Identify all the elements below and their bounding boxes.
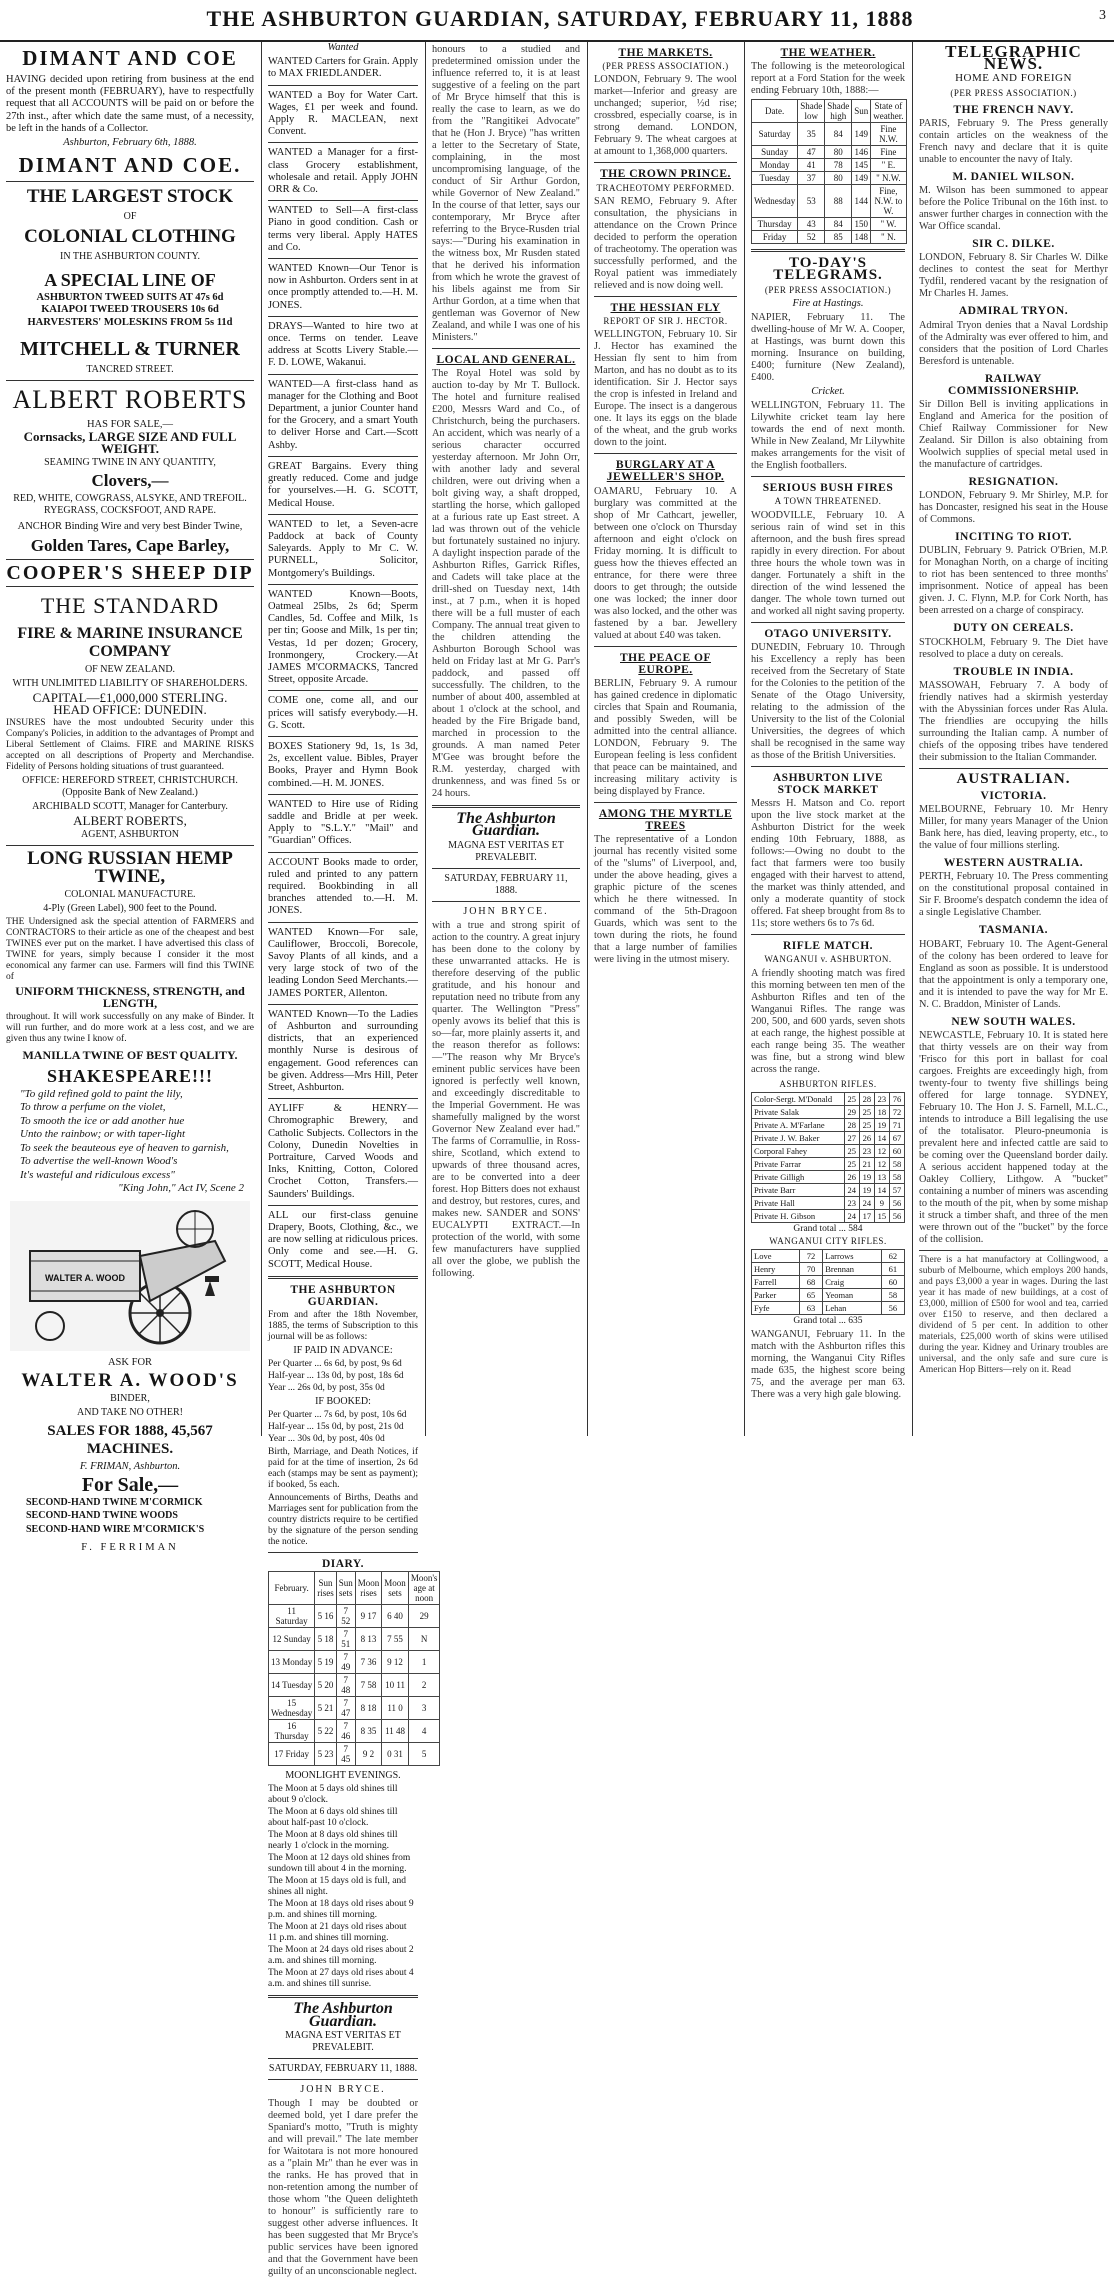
classified-ad: WANTED to Hire use of Riding saddle and Bridle at per week. Apply to "S.L.Y." "Mail" and "Guardian" Offices.: [268, 798, 418, 847]
county-label: IN THE ASHBURTON COUNTY.: [60, 251, 200, 263]
table-row: Private Barr 24 19 14 57: [752, 1183, 905, 1196]
editorial-dateline: SATURDAY, FEBRUARY 11, 1888.: [268, 2062, 418, 2074]
tryon-text: Admiral Tryon denies that a Naval Lordship of the Admiralty was ever offered to him, and considers that the position of Lord Charles Beresford is untenable.: [919, 319, 1108, 367]
machine-brand-label: WALTER A. WOOD: [45, 1272, 125, 1283]
shakespeare-heading: SHAKESPEARE!!!: [46, 1065, 213, 1086]
railway-text: Sir Dillon Bell is inviting applications in England and America for the position of Chief Railway Commissioner for New Zealand. Sir Dillon is also obtaining from Woolwich supplies of special metal used in the manufacture of cartridges.: [919, 399, 1108, 471]
diary-table: [268, 1571, 440, 1766]
list-item: The Moon at 21 days old rises about 11 p.m. and shines till morning.: [268, 1922, 407, 1944]
home-foreign-heading: HOME AND FOREIGN: [955, 72, 1072, 85]
table-row: Corporal Fahey 25 23 12 60: [752, 1144, 905, 1157]
twine-body: THE Undersigned ask the special attention of FARMERS and CONTRACTORS to their article as one of the cheapest and best TWINES ever put on the market. I have advertised this class of TWINE for years, simply because I consider it the most economical any farmer can use. Farmers will find this TWINE of: [6, 917, 254, 983]
table-row: Henry 70 Brennan 61: [752, 1263, 905, 1276]
clover-list: RED, WHITE, COWGRASS, ALSYKE, AND TREFOIL. RYEGRASS, COCKSFOOT, AND RAPE.: [13, 493, 247, 517]
twine-body-2: throughout. It will work successfully on any make of Binder. It will run further, and do more work at a less cost, and we are given thus any twine I know of.: [6, 1011, 254, 1044]
table-row: Love 72 Larrows 62: [752, 1250, 905, 1263]
anchor-wire-line: ANCHOR Binding Wire and very best Binder Twine,: [17, 521, 243, 533]
notices-text: Birth, Marriage, and Death Notices, if paid for at the time of insertion, 2s 6d each (stamps may be sent as payment); if booked, 5s each.: [268, 1447, 418, 1491]
announcements-text: Announcements of Births, Deaths and Marriages sent for publication from the country districts require to be certified by the signature of the person sending the notice.: [268, 1493, 418, 1548]
fire-hastings-heading: Fire at Hastings.: [792, 297, 864, 309]
riot-heading: INCITING TO RIOT.: [955, 531, 1072, 544]
quote-attribution: "King John," Act IV, Scene 2: [118, 1182, 244, 1195]
table-row: 13 Monday 5 19 7 49 7 36 9 12 1: [269, 1651, 440, 1674]
table-row: Wednesday 53 88 144 Fine, N.W. to W.: [752, 185, 907, 218]
hessian-fly-text: WELLINGTON, February 10. Sir J. Hector has examined the Hessian fly sent to him from Marton, and has no doubt as to its identification. Sir J. Hector says the crop is infested in Ireland and Europe. The insect is a dangerous one. It lays its eggs on the blade of the wheat, and the grub works down to the joint.: [594, 329, 737, 449]
motto: MAGNA EST VERITAS ET PREVALEBIT.: [448, 839, 564, 863]
cereals-text: STOCKHOLM, February 9. The Diet have resolved to place a duty on cereals.: [919, 636, 1108, 660]
column-1-advertisements: [0, 42, 260, 1553]
wanganui-rifles-heading: WANGANUI CITY RIFLES.: [769, 1236, 887, 1247]
masthead: [0, 0, 1114, 42]
ask-for-label: ASK FOR: [107, 1356, 153, 1368]
bush-fires-subheading: A TOWN THREATENED.: [774, 496, 882, 507]
leader-article: Though I may be doubted or deemed bold, yet I dare prefer the Spaniard's motto, "Truth is mighty and will prevail." The late member for Waitotara is not more honoured as a "plain Mr" than he ever was in the ranks. He has proved that in non-retention among the number of those whom "the Queen delighteth to honour" is sufficiently rare to suggest other adverse influences. It has been suggested that Mr Bryce's public services have been ignored and that the Government have been guilty of an unconscionable neglect.: [268, 2097, 418, 2277]
table-row: 17 Friday 5 23 7 45 9 2 0 31 5: [269, 1743, 440, 1766]
table-row: Tuesday 37 80 149 " N.W.: [752, 172, 907, 185]
insurance-agent-title: AGENT, ASHBURTON: [81, 829, 179, 841]
rifle-match-text: A friendly shooting match was fired this morning between ten men of the Ashburton Rifles and ten of the Wanganui Rifles. The range was 200, 500, and 600 yards, seven shots at each range, the highest possible at each range being 35. The weather was fine, but a strong wind blew across the range.: [751, 967, 905, 1075]
french-navy-heading: THE FRENCH NAVY.: [953, 103, 1074, 116]
crown-prince-subheading: TRACHEOTOMY PERFORMED.: [596, 182, 735, 193]
rate-line: Per Quarter ... 7s 6d, by post, 10s 6d: [268, 1410, 407, 1421]
press-association-label: (PER PRESS ASSOCIATION.): [602, 61, 729, 72]
editorial-dateline: SATURDAY, FEBRUARY 11, 1888.: [444, 872, 568, 896]
dimant-date: Ashburton, February 6th, 1888.: [63, 137, 197, 149]
albert-roberts-heading: ALBERT ROBERTS: [12, 384, 248, 414]
leader-heading: JOHN BRYCE.: [463, 905, 549, 917]
list-item: SECOND-HAND TWINE WOODS: [26, 1510, 178, 1522]
mitchell-turner-heading: MITCHELL & TURNER: [20, 337, 240, 360]
table-row: Friday 52 85 148 " N.: [752, 231, 907, 244]
clovers-heading: Clovers,—: [91, 471, 169, 491]
shakespeare-quote: [6, 1088, 254, 1195]
press-association-label: (PER PRESS ASSOCIATION.): [764, 284, 892, 295]
riot-text: DUBLIN, February 9. Patrick O'Brien, M.P. for Monaghan North, on a charge of inciting to riot has been sentenced to three months' imprisonment. Notice of appeal has been given. J. C. Flynn, M.P. for Cork North, has been arrested on a charge of conspiracy.: [919, 545, 1108, 617]
classified-ad: WANTED—A first-class hand as manager for the Clothing and Boot Department, a junior Counter hand for the Grocery, and a smart Youth to deliver Horse and Cart.—Scott Ashby.: [268, 378, 418, 451]
table-header: Moon sets: [382, 1572, 409, 1605]
has-for-sale-label: HAS FOR SALE,—: [86, 418, 174, 430]
markets-text: LONDON, February 9. The wool market—Inferior and greasy are unchanged; superior, ½d rise; crossbred, especially coarse, is in strong demand. LONDON, February 9. The wheat cargoes at at amount to 1,368,000 quarters.: [594, 74, 737, 158]
tancred-street-label: TANCRED STREET.: [86, 363, 174, 375]
table-row: Private Salak 29 25 18 72: [752, 1105, 905, 1118]
list-item: The Moon at 5 days old shines till about 9 o'clock.: [268, 1784, 398, 1806]
ply-label: 4-Ply (Green Label), 900 feet to the Pound.: [43, 903, 217, 915]
tryon-heading: ADMIRAL TRYON.: [958, 305, 1069, 318]
table-row: Private Gilligh 26 19 13 58: [752, 1170, 905, 1183]
western-australia-heading: WESTERN AUSTRALIA.: [943, 857, 1084, 870]
reaper-binder-illustration: [10, 1201, 250, 1351]
table-row: Private J. W. Baker 27 26 14 67: [752, 1131, 905, 1144]
seaming-twine-line: SEAMING TWINE IN ANY QUANTITY,: [44, 457, 216, 469]
quote-line: To seek the beauteous eye of heaven to garnish,: [20, 1141, 229, 1154]
table-row: 16 Thursday 5 22 7 46 8 35 11 48 4: [269, 1720, 440, 1743]
ashburton-grand-total: Grand total ... 584: [793, 1223, 863, 1234]
india-text: MASSOWAH, February 7. A body of friendly natives had a skirmish yesterday with the Abyssinian forces under Ras Alula. The friendlies are occupying the hills surrounding the Italian camp. A number of chiefs of the opposing tribes have tendered their submission to the Italian Commander.: [919, 679, 1108, 763]
table-row: Sunday 47 80 146 Fine: [752, 146, 907, 159]
burglary-heading: BURGLARY AT A JEWELLER'S SHOP.: [606, 459, 725, 484]
victoria-text: MELBOURNE, February 10. Mr Henry Miller, for many years Manager of the Union Bank here, has died, leaving property, etc., to the value of four millions sterling.: [919, 804, 1108, 852]
weather-heading: THE WEATHER.: [780, 47, 876, 59]
classified-ad: COME one, come all, and our prices will satisfy everybody.—H. G. Scott.: [268, 695, 418, 731]
head-office-label: HEAD OFFICE: DUNEDIN.: [53, 701, 207, 717]
list-item: The Moon at 27 days old rises about 4 a.m. and shines till sunrise.: [268, 1968, 414, 1990]
myrtle-trees-text: The representative of a London journal has recently visited some of the "slums" of Liverpool, and, under the above heading, gives a graphic picture of the scenes which he there witnessed. In command of the 5th-Dragoon Guards, which was sent to the town during the riots, he found that a large number of families were living in the utmost misery.: [594, 834, 737, 966]
weather-table: [751, 99, 907, 244]
hessian-fly-subheading: REPORT OF SIR J. HECTOR.: [603, 316, 728, 327]
table-row: Private Hall 23 24 9 56: [752, 1196, 905, 1209]
column-3-editorial: [426, 42, 586, 1434]
russian-twine-heading: LONG RUSSIAN HEMP TWINE,: [27, 848, 233, 888]
paid-advance-heading: IF PAID IN ADVANCE:: [293, 1345, 393, 1357]
for-sale-list: [6, 1497, 254, 1536]
fire-marine-heading: FIRE & MARINE INSURANCE COMPANY: [17, 624, 243, 660]
dilke-heading: SIR C. DILKE.: [972, 238, 1055, 251]
classified-ad: DRAYS—Wanted to hire two at once. Terms on tender. Leave address at Scotts Livery Stable.—F. D. LOWE, Wakanui.: [268, 320, 418, 369]
leader-heading: JOHN BRYCE.: [300, 2083, 386, 2095]
crown-prince-text: SAN REMO, February 9. After consultation, the physicians in attendance on the Crown Prince decided to perform the operation of tracheotomy. The operation was successfully performed, and the Royal patient was immediately relieved and is now doing well.: [594, 195, 737, 291]
newspaper-masthead-title: THE ASHBURTON GUARDIAN, SATURDAY, FEBRUARY 11, 1888: [206, 6, 914, 31]
rifle-match-heading: RIFLE MATCH.: [782, 940, 874, 953]
rate-line: Year ... 30s 0d, by post, 40s 0d: [268, 1434, 385, 1445]
list-item: The Moon at 24 days old rises about 2 a.m. and shines till morning.: [268, 1945, 414, 1967]
table-row: 14 Tuesday 5 20 7 48 7 58 10 11 2: [269, 1674, 440, 1697]
australian-heading: AUSTRALIAN.: [956, 770, 1071, 787]
wilson-heading: M. DANIEL WILSON.: [952, 171, 1075, 184]
victoria-heading: VICTORIA.: [980, 790, 1047, 803]
table-header: February.: [269, 1572, 315, 1605]
dimant-footer: DIMANT AND COE.: [18, 153, 242, 178]
table-header: Shade high: [825, 100, 852, 123]
wanted-heading: Wanted: [327, 42, 359, 53]
bush-fires-text: WOODVILLE, February 10. A serious rain of wind set in this afternoon, and the bush fires spread rapidly in every direction. For about three hours the whole town was in danger. Fortunately a shift in the direction of the wind lessened the danger. The whole town turned out and worked all night saving property.: [751, 509, 905, 617]
classified-ad: ALL our first-class genuine Drapery, Boots, Clothing, &c., we are now selling at ridiculous prices. Only come and see.—H. G. SCOTT, Medical House.: [268, 1209, 418, 1270]
table-header: Moon rises: [355, 1572, 382, 1605]
classified-ad: BOXES Stationery 9d, 1s, 1s 3d, 2s, excellent value. Bibles, Prayer Books, Prayer and Hymn Book combined.—H. M. JONES.: [268, 740, 418, 789]
largest-stock-heading: THE LARGEST STOCK: [26, 186, 234, 208]
hessian-fly-heading: THE HESSIAN FLY: [610, 301, 721, 314]
uniform-heading: UNIFORM THICKNESS, STRENGTH, and LENGTH,: [15, 984, 245, 1011]
western-australia-text: PERTH, February 10. The Press commenting on the constitutional proposal contained in Sir F. Broome's despatch condemn the idea of a single Legislative Chamber.: [919, 871, 1108, 919]
editorial-text-2: with a true and strong spirit of action to the country. A great injury has been done to the colony by these unwarranted attacks. He is therefore deserving of the public gratitude, and his honour and reputation need no tribute from any quarter. The Wellington "Press" openly avows its belief that this is so—far, more plainly asserts it, and the reason therefor as follows:—"The reason why Mr Bryce's eminent public services have been ignored is perfectly well known, and exceedingly discreditable to the Imperial Government. He was shamefully maligned by the worst Governor New Zealand ever had." The farms of Corramullie, in Ross-shire, Scotland, which extend to upwards of three thousand acres, are to be converted into a deer forest. Hop Bitters does not exhaust and destroy, but restores, cures, and makes new. SANDER and SONS' EUCALYPTI EXTRACT.—In protection of the world, with some few manufacturers have supplied all over the globe, we publish the following.: [432, 919, 580, 1279]
cornsacks-line: Cornsacks, LARGE SIZE AND FULL WEIGHT.: [23, 429, 237, 457]
railway-heading: RAILWAY COMMISSIONERSHIP.: [947, 372, 1080, 397]
booked-heading: IF BOOKED:: [315, 1396, 371, 1408]
tasmania-heading: TASMANIA.: [978, 924, 1049, 937]
colonial-manufacture-label: COLONIAL MANUFACTURE.: [64, 889, 196, 901]
classified-ad: WANTED to let, a Seven-acre Paddock at back of County Saleyards. Apply to Mr C. W. PURNELL, Solicitor, Montgomery's Buildings.: [268, 518, 418, 579]
bush-fires-heading: SERIOUS BUSH FIRES: [762, 482, 894, 495]
list-item: The Moon at 6 days old shines till about half-past 10 o'clock.: [268, 1807, 398, 1829]
weather-intro: The following is the meteorological report at a Ford Station for the week ending February 10th, 1888:—: [751, 61, 905, 97]
wanganui-grand-total: Grand total ... 635: [793, 1316, 863, 1327]
colonial-clothing-heading: COLONIAL CLOTHING: [24, 226, 236, 248]
special-line-heading: A SPECIAL LINE OF: [44, 270, 216, 291]
cricket-heading: Cricket.: [811, 386, 845, 398]
insurance-office: OFFICE: HEREFORD STREET, CHRISTCHURCH. (Opposite Bank of New Zealand.): [22, 775, 238, 799]
telegraphic-news-heading: TELEGRAPHIC NEWS.: [945, 42, 1082, 74]
resignation-heading: RESIGNATION.: [968, 476, 1059, 489]
rate-line: Half-year ... 13s 0d, by post, 18s 6d: [268, 1371, 404, 1382]
table-row: Farrell 68 Craig 60: [752, 1276, 905, 1289]
rifle-result-text: WANGANUI, February 11. In the match with the Ashburton rifles this morning, the Wanganui City Rifles made 635, the highest score being 75, and the average per man 63. There was a very high gale blowing.: [751, 1329, 905, 1401]
new-zealand-label: OF NEW ZEALAND.: [84, 663, 176, 675]
insurance-agent-name: ALBERT ROBERTS,: [73, 813, 187, 829]
take-no-other-label: AND TAKE NO OTHER!: [77, 1407, 183, 1419]
standard-heading: THE STANDARD: [40, 592, 220, 618]
resignation-text: LONDON, February 9. Mr Shirley, M.P. for has Doncaster, resigned his seat in the House of Commons.: [919, 490, 1108, 526]
classified-ad: WANTED Known—For sale, Cauliflower, Broccoli, Borecole, Savoy Plants of all kinds, and a very large stock of two of the leading London Seed Merchants.—JAMES PORTER, Allenton.: [268, 926, 418, 999]
advance-rates: [268, 1359, 418, 1394]
telegrams-heading: TO-DAY'S TELEGRAMS.: [773, 255, 883, 284]
wanganui-scores-table: [751, 1249, 905, 1315]
rate-line: Half-year ... 15s 0d, by post, 21s 0d: [268, 1422, 404, 1433]
table-row: Thursday 43 84 150 " W.: [752, 218, 907, 231]
quote-line: To smooth the ice or add another hue: [20, 1114, 185, 1127]
table-row: Private H. Gibson 24 17 15 56: [752, 1209, 905, 1222]
list-item: SECOND-HAND TWINE M'CORMICK: [26, 1497, 203, 1509]
otago-university-heading: OTAGO UNIVERSITY.: [764, 627, 892, 640]
nsw-heading: NEW SOUTH WALES.: [951, 1015, 1076, 1028]
table-header: Date.: [752, 100, 798, 123]
quote-line: Unto the rainbow; or with taper-light: [20, 1128, 186, 1141]
ferriman-signature: F. FERRIMAN: [81, 1541, 179, 1553]
table-row: Parker 65 Yeoman 58: [752, 1289, 905, 1302]
livestock-heading: ASHBURTON LIVE STOCK MARKET: [772, 771, 884, 797]
guardian-nameplate: The Ashburton Guardian.: [456, 810, 556, 840]
classified-ad: ACCOUNT Books made to order, ruled and printed to any pattern required. Bookbinding in all branches attended to.—H. M. JONES.: [268, 856, 418, 917]
capital-label: CAPITAL—£1,000,000 STERLING.: [32, 689, 228, 705]
dilke-text: LONDON, February 8. Sir Charles W. Dilke declines to contest the seat for Merthyr Tydfil, rendered vacant by the resignation of Mr Charles H. James.: [919, 252, 1108, 300]
wilson-text: M. Wilson has been summoned to appear before the Police Tribunal on the 16th inst. to answer further charges in connection with the War Office scandal.: [919, 185, 1108, 233]
list-item: The Moon at 15 days old is full, and shines all night.: [268, 1876, 406, 1898]
table-header: Shade low: [798, 100, 825, 123]
local-general-text: The Royal Hotel was sold by auction to-day by Mr T. Bullock. The hotel and furniture realised £200, Messrs Ward and Co., of Christchurch, being the purchasers. An accident, which was nearly of a serious character occurred yesterday afternoon. Mr John Orr, with another lady and several children, were out driving when a bolt giving way, a shaft dropped, startling the horse, which galloped at a furious rate up East street. A lad was thrown out of the vehicle but fortunately sustained no injury. A daylight inspection parade of the Ashburton Rifles, Garrick Rifles, and Cadets will take place at the drill-shed on Tuesday next, 14th inst., at 7 p.m., when it is hoped there will be a full muster of each Company. The annual treat given to the children attending the Ashburton Borough School was held on Friday last at Mr G. Parr's paddock, and passed off successfully. The children, to the number of about 400, assembled at about 1 o'clock at the school, and headed by the Fire Brigade band, marched in procession to the grounds. A man named Peter M'Gee was brought before the R.M. yesterday, charged with drunkenness, and was fined 5s or 24 hours.: [432, 368, 580, 800]
rate-line: Per Quarter ... 6s 6d, by post, 9s 6d: [268, 1359, 402, 1370]
column-4-news: [588, 42, 743, 1434]
list-item: The Moon at 18 days old rises about 9 p.m. and shines till morning.: [268, 1899, 414, 1921]
moonlight-heading: MOONLIGHT EVENINGS.: [285, 1770, 401, 1782]
editorial-text: honours to a studied and predetermined omission under the influence referred to, it is at least suggestive of a feeling on the part of Mr Bryce himself that this is really the case to learn, as we do from the "Rangitikei Advocate" that he (Hon J. Bryce) "has written a letter to the Secretary of State, complaining, in the most uncompromising language, of the conduct of Sir Arthur Gordon, while Governor of New Zealand." In the course of that letter, says our contemporary, Mr Bryce after referring to the Bryce-Rusden trial says:—"During his examination in the witness box, Mr Rusden stated that he derived his information from which he wrote the gravest of his libels against me from Sir Arthur Gordon, at a time when that gentleman was Governor of New Zealand, and while I was one of his Ministers.": [432, 44, 580, 343]
column-6-telegraphic: [913, 42, 1114, 1434]
table-row: Private Farrar 25 21 12 58: [752, 1157, 905, 1170]
burglary-text: OAMARU, February 10. A burglary was committed at the shop of Mr Cathcart, jeweller, between one o'clock on Thursday afternoon and eight o'clock on Friday morning. It is difficult to guess how the thieves effected an entrance, for there were three doors to get through; the outside one was locked; the inner door was also locked, and the other was fastened by a bar. Jewellery valued at about £40 was taken.: [594, 485, 737, 641]
subscription-intro: From and after the 18th November, 1885, the terms of Subscription to this journal will be as follows:: [268, 1310, 418, 1343]
table-row: Monday 41 78 145 " E.: [752, 159, 907, 172]
otago-university-text: DUNEDIN, February 10. Through his Excellency a reply has been received from the Secretary of State for the Colonies to the petition of the Senate of the Otago University, relating to the admission of the University to the list of the Colonial Universities, the degrees of which shall be recognised in the same way as those of the British Universities.: [751, 641, 905, 761]
subscription-heading: THE ASHBURTON GUARDIAN.: [290, 1283, 396, 1309]
table-row: 15 Wednesday 5 21 7 47 8 18 11 0 3: [269, 1697, 440, 1720]
crown-prince-heading: THE CROWN PRINCE.: [600, 168, 731, 181]
booked-rates: [268, 1410, 418, 1445]
rifle-match-subheading: WANGANUI v. ASHBURTON.: [764, 954, 892, 965]
classified-ad: WANTED Known—To the Ladies of Ashburton and surrounding districts, that an experienced monthly Nurse is desirous of engagement. Good references can be given. Address—Mrs Hill, Peter Street, Ashburton.: [268, 1008, 418, 1094]
livestock-text: Messrs H. Matson and Co. report upon the live stock market at the Ashburton District for the week ending 10th February, 1888, as follows:—Owing no doubt to the fact that farmers were too busily engaged with their harvest to attend, the market was thinly attended, and only a moderate quantity of stock offered. Fat sheep brought from 8s to 11s; store wethers 6s to 7s 6d.: [751, 798, 905, 930]
table-header: Sun sets: [336, 1572, 355, 1605]
table-header: Sun: [852, 100, 871, 123]
rate-line: Year ... 26s 0d, by post, 35s 0d: [268, 1383, 385, 1394]
dimant-notice: HAVING decided upon retiring from business at the end of the present month (FEBRUARY), have to respectfully request that all ACCOUNTS will be paid on or before the 27th inst., after which date the same must, of a necessity, be left in the hands of a Collector.: [6, 74, 254, 134]
trousers-line: KAIAPOI TWEED TROUSERS 10s 6d: [41, 304, 219, 316]
classified-ad: WANTED a Boy for Water Cart. Wages, £1 per week and found. Apply R. MACLEAN, next Convent.: [268, 89, 418, 138]
tweed-suits-line: ASHBURTON TWEED SUITS AT 47s 6d: [36, 292, 224, 304]
quote-line: To advertise the well-known Wood's: [20, 1155, 178, 1168]
table-row: 12 Sunday 5 18 7 51 8 13 7 55 N: [269, 1628, 440, 1651]
dimant-heading: DIMANT AND COE: [22, 46, 238, 70]
liability-label: WITH UNLIMITED LIABILITY OF SHAREHOLDERS.: [12, 677, 248, 689]
hop-bitters-ad: There is a hat manufactory at Collingwood, a suburb of Melbourne, which employs 200 hands, and pays £3,000 a year in wages. During the last year it has made of new buildings, at a cost of £3,000, million of £500 for wool and tea, carried over £150 to reserve, and then declared a dividend of 5 per cent. In addition to other materials, £25,000 worth of skins were utilised during the year. Kidney and Urinary troubles are universal, and the only safe and sure cure is American Hop Bitters—rely on it. Read: [919, 1254, 1108, 1375]
india-heading: TROUBLE IN INDIA.: [953, 665, 1074, 678]
table-header: State of weather.: [871, 100, 906, 123]
quote-line: "To gild refined gold to paint the lily,: [20, 1087, 183, 1100]
ashburton-scores-table: [751, 1092, 905, 1223]
classified-ad: WANTED a Manager for a first-class Grocery establishment, wholesale and retail. Apply JOHN ORR & Co.: [268, 147, 418, 196]
french-navy-text: PARIS, February 9. The Press generally contain articles on the weakness of the French navy and declare that it is quite unable to encounter the navy of Italy.: [919, 118, 1108, 166]
golden-tares-heading: Golden Tares, Cape Barley,: [30, 535, 230, 555]
peace-europe-heading: THE PEACE OF EUROPE.: [620, 651, 711, 676]
classified-ad: GREAT Bargains. Every thing greatly reduced. Come and judge for yourselves.—H. G. SCOTT, Medical House.: [268, 460, 418, 509]
moonlight-list: [268, 1784, 418, 1990]
classified-ad: WANTED to Sell—A first-class Piano in good condition. Cash or terms very liberal. Apply HATES and Co.: [268, 205, 418, 253]
myrtle-trees-heading: AMONG THE MYRTLE TREES: [598, 808, 733, 833]
table-header: Moon's age at noon: [408, 1572, 440, 1605]
binder-label: BINDER,: [110, 1393, 150, 1405]
classified-ad: WANTED Known—Our Tenor is now in Ashburton. Orders sent in at once promptly attended to.—H. M. JONES.: [268, 263, 418, 311]
of-label: OF: [123, 211, 137, 223]
fire-hastings-text: NAPIER, February 11. The dwelling-house of Mr W. A. Cooper, at Hastings, was burnt down this morning. Insurance on building, £400; furniture (New Zealand), £400.: [751, 312, 905, 384]
table-row: Color-Sergt. M'Donald 25 28 23 76: [752, 1092, 905, 1105]
press-association-label: (PER PRESS ASSOCIATION.): [950, 87, 1077, 98]
cereals-heading: DUTY ON CEREALS.: [953, 622, 1074, 635]
column-5-news: [745, 42, 911, 1434]
tasmania-text: HOBART, February 10. The Agent-General of the colony has been ordered to leave for England as soon as possible. It is understood that the appointment is only a temporary one, and it is intended to pave the way for Mr E. N. C. Braddon, Minister of Lands.: [919, 938, 1108, 1010]
table-row: Saturday 35 84 149 Fine N.W.: [752, 123, 907, 146]
classified-ad: WANTED Carters for Grain. Apply to MAX FRIEDLANDER.: [268, 56, 418, 80]
for-sale-heading: For Sale,—: [81, 1474, 179, 1497]
table-row: Private A. M'Farlane 28 25 19 71: [752, 1118, 905, 1131]
guardian-nameplate: The Ashburton Guardian.: [293, 2000, 393, 2030]
local-general-heading: LOCAL AND GENERAL.: [436, 354, 576, 366]
friman-label: F. FRIMAN, Ashburton.: [79, 1461, 181, 1473]
table-header: Sun rises: [315, 1572, 337, 1605]
manilla-heading: MANILLA TWINE OF BEST QUALITY.: [22, 1047, 238, 1062]
table-row: 11 Saturday 5 16 7 52 9 17 6 40 29: [269, 1605, 440, 1628]
cricket-text: WELLINGTON, February 11. The Lilywhite cricket team lay here towards the end of next month. While in New Zealand, Mr Lilywhite makes arrangements for the visit of the English footballers.: [751, 400, 905, 472]
moleskins-line: HARVESTERS' MOLESKINS FROM 5s 11d: [27, 316, 233, 328]
list-item: The Moon at 8 days old shines till nearly 1 o'clock in the morning.: [268, 1830, 398, 1852]
classified-ad: WANTED Known—Boots, Oatmeal 25lbs, 2s 6d; Sperm Candles, 5d. Coffee and Milk, 1s per tin; Goose and Milk, 1s per tin; Vestas, 1d per dozen; Grocery, Ironmongery, Crockery.—At JAMES M'CORMACKS, Tancred Street, opposite Arcade.: [268, 588, 418, 686]
quote-line: To throw a perfume on the violet,: [20, 1101, 166, 1114]
sales-heading: SALES FOR 1888, 45,567 MACHINES.: [47, 1423, 213, 1458]
classified-ad: AYLIFF & HENRY—Chromographic Brewery, and Catholic Subjects. Collectors in the Colony, Dunedin Novelties in Portraiture, Carved Woods and Inks, Knitting, Cotton, Colored Crochet Cotton, Transfers.—Saunders' Buildings.: [268, 1103, 418, 1200]
page-number: 3: [1099, 8, 1106, 23]
list-item: The Moon at 12 days old shines from sundown till about 4 in the morning.: [268, 1853, 411, 1875]
motto: MAGNA EST VERITAS ET PREVALEBIT.: [285, 2029, 401, 2053]
walter-wood-heading: WALTER A. WOOD'S: [21, 1370, 239, 1392]
nsw-text: NEWCASTLE, February 10. It is stated here that thirty vessels are on their way from 'Frisco for this port in ballast for coal cargoes. Freights are exceedingly high, from twenty-four to twenty five shillings being offered for large tonnage. SYDNEY, February 10. The Hon J. S. Farnell, M.L.C., intends to introduce a Bill legalising the use of the totalisator. Pleuro-pneumonia is prevalent here and infected cattle are said to be coming over the Queensland border daily. A serious accident happened today at the Oakley Colliery, Lithgow. A "bucket" containing a number of miners was ascending to the mouth of the pit, when by some mishap it struck a timber shaft, and three of the men were thrown out of the "bucket" by the force of the collision.: [919, 1029, 1108, 1245]
quote-line: It's wasteful and ridiculous excess": [20, 1168, 175, 1181]
column-2-classifieds: [262, 42, 438, 2277]
markets-heading: THE MARKETS.: [618, 47, 713, 59]
list-item: SECOND-HAND WIRE M'CORMICK'S: [26, 1523, 205, 1535]
coopers-sheep-dip-heading: COOPER'S SHEEP DIP: [6, 561, 254, 584]
ashburton-rifles-heading: ASHBURTON RIFLES.: [779, 1078, 877, 1089]
peace-europe-text: BERLIN, February 9. A rumour has gained credence in diplomatic circles that Spain and Roumania, and possibly Sweden, will be admitted into the central alliance. LONDON, February 9. The European feeling is less confident that peace can be maintained, and increasing military activity is being displayed by France.: [594, 678, 737, 798]
table-row: Fyfe 63 Lehan 56: [752, 1302, 905, 1315]
insurance-manager: ARCHIBALD SCOTT, Manager for Canterbury.: [32, 801, 228, 813]
insurance-body: INSURES have the most undoubted Security under this Company's Policies, in addition to the advantages of Prompt and Liberal Settlement of Claims. FIRE and MARINE RISKS accepted on all descriptions of Property and Merchandise. Fidelity of Persons holding situations of trust guaranteed.: [6, 718, 254, 773]
diary-heading: DIARY.: [321, 1558, 365, 1571]
